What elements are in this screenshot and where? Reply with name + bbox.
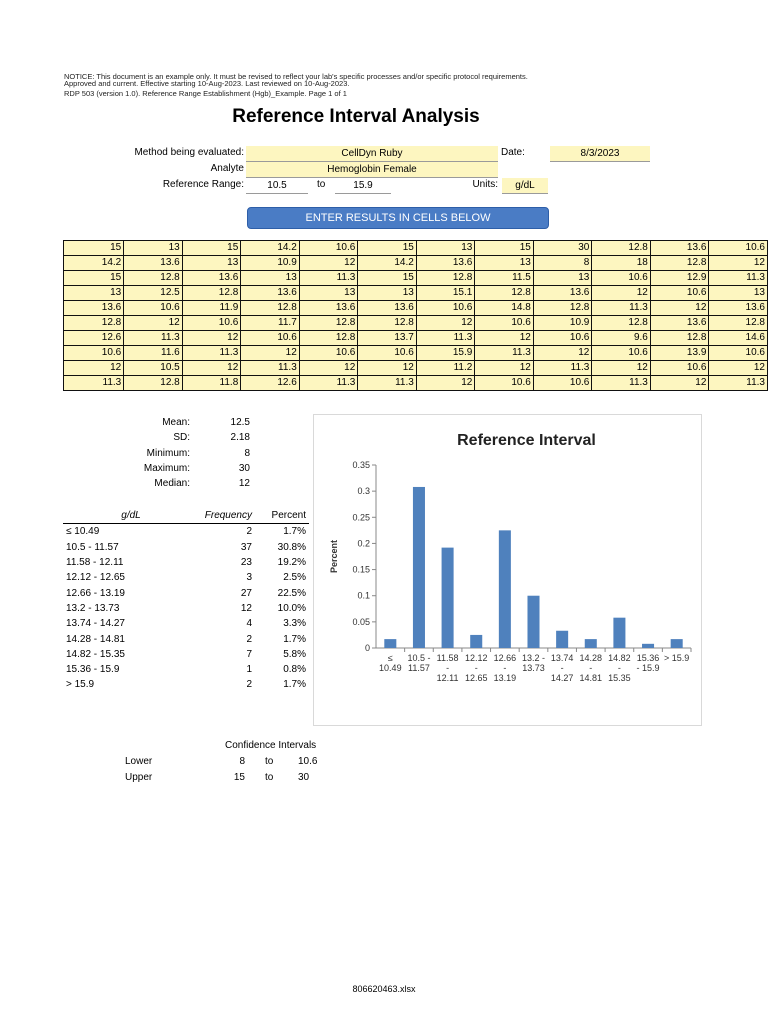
results-grid bbox=[63, 240, 768, 391]
stat-row bbox=[100, 432, 250, 443]
results-row bbox=[64, 331, 768, 346]
result-cell[interactable]: 10.6 bbox=[650, 361, 709, 376]
result-cell[interactable]: 12.8 bbox=[592, 316, 651, 331]
x-tick-label: - bbox=[446, 663, 450, 673]
result-cell[interactable]: 10.6 bbox=[650, 286, 709, 301]
confidence-title: Confidence Intervals bbox=[225, 740, 317, 751]
result-cell[interactable]: 12 bbox=[650, 376, 709, 391]
result-cell[interactable]: 14.2 bbox=[358, 256, 417, 271]
result-cell[interactable]: 13.6 bbox=[650, 316, 709, 331]
results-row bbox=[64, 301, 768, 316]
bar bbox=[527, 596, 539, 648]
result-cell[interactable]: 12 bbox=[650, 301, 709, 316]
result-cell[interactable]: 11.9 bbox=[182, 301, 241, 316]
result-cell[interactable]: 11.3 bbox=[124, 331, 183, 346]
ci-high: 10.6 bbox=[298, 756, 318, 767]
freq-range: 12.66 - 13.19 bbox=[66, 587, 125, 599]
result-cell[interactable]: 15 bbox=[358, 241, 417, 256]
x-tick-label: 10.49 bbox=[379, 663, 402, 673]
freq-row bbox=[63, 524, 309, 540]
y-tick-label: 0.1 bbox=[357, 590, 370, 601]
result-cell[interactable]: 12.8 bbox=[182, 286, 241, 301]
result-cell[interactable]: 13 bbox=[475, 256, 534, 271]
freq-row bbox=[63, 555, 309, 570]
result-cell[interactable]: 13.7 bbox=[358, 331, 417, 346]
result-cell[interactable]: 11.2 bbox=[416, 361, 475, 376]
result-cell[interactable]: 13 bbox=[709, 286, 768, 301]
result-cell[interactable]: 13 bbox=[358, 286, 417, 301]
freq-range: 12.12 - 12.65 bbox=[66, 572, 125, 584]
result-cell[interactable]: 10.6 bbox=[299, 346, 358, 361]
result-cell[interactable]: 11.3 bbox=[182, 346, 241, 361]
x-tick-label: 14.82 bbox=[608, 653, 631, 663]
x-tick-label: - bbox=[589, 663, 593, 673]
freq-range: > 15.9 bbox=[66, 679, 95, 691]
result-cell[interactable]: 15.9 bbox=[416, 346, 475, 361]
result-cell[interactable]: 13.6 bbox=[64, 301, 124, 316]
result-cell[interactable]: 30 bbox=[533, 241, 592, 256]
result-cell[interactable]: 12.8 bbox=[64, 316, 124, 331]
method-field[interactable]: CellDyn Ruby bbox=[246, 146, 498, 162]
result-cell[interactable]: 13.6 bbox=[358, 301, 417, 316]
freq-percent: 10.0% bbox=[277, 602, 306, 614]
range-to-text: to bbox=[317, 179, 326, 190]
result-cell[interactable]: 12 bbox=[709, 256, 768, 271]
results-row bbox=[64, 361, 768, 376]
chart-title: Reference Interval bbox=[457, 432, 596, 449]
x-tick-label: 15.35 bbox=[608, 673, 631, 683]
result-cell[interactable]: 12.8 bbox=[124, 376, 183, 391]
result-cell[interactable]: 11.3 bbox=[358, 376, 417, 391]
result-cell[interactable]: 10.6 bbox=[709, 346, 768, 361]
result-cell[interactable]: 11.6 bbox=[124, 346, 183, 361]
freq-range: 10.5 - 11.57 bbox=[66, 541, 119, 553]
freq-count: 2 bbox=[246, 679, 252, 691]
result-cell[interactable]: 12 bbox=[416, 376, 475, 391]
bar bbox=[613, 618, 625, 648]
result-cell[interactable]: 10.6 bbox=[709, 241, 768, 256]
result-cell[interactable]: 13.6 bbox=[124, 256, 183, 271]
result-cell[interactable]: 15.1 bbox=[416, 286, 475, 301]
x-tick-label: 13.74 bbox=[550, 653, 574, 663]
result-cell[interactable]: 10.9 bbox=[241, 256, 300, 271]
result-cell[interactable]: 12 bbox=[592, 286, 651, 301]
result-cell[interactable]: 10.6 bbox=[533, 376, 592, 391]
range-low-field[interactable]: 10.5 bbox=[246, 178, 308, 194]
freq-row bbox=[63, 540, 309, 555]
bar bbox=[556, 631, 568, 648]
result-cell[interactable]: 12.8 bbox=[416, 271, 475, 286]
freq-percent: 19.2% bbox=[277, 557, 306, 569]
stat-value: 2.18 bbox=[230, 432, 250, 444]
result-cell[interactable]: 12.8 bbox=[299, 331, 358, 346]
ci-to: to bbox=[265, 772, 274, 783]
stat-label: Minimum: bbox=[146, 447, 190, 459]
result-cell[interactable]: 13 bbox=[299, 286, 358, 301]
result-cell[interactable]: 8 bbox=[533, 256, 592, 271]
result-cell[interactable]: 14.8 bbox=[475, 301, 534, 316]
freq-percent: 5.8% bbox=[283, 648, 306, 660]
freq-count: 12 bbox=[240, 602, 252, 614]
bar bbox=[413, 487, 425, 648]
chart-panel bbox=[313, 414, 702, 726]
result-cell[interactable]: 12 bbox=[358, 361, 417, 376]
stat-label: Maximum: bbox=[143, 462, 190, 474]
result-cell[interactable]: 12.8 bbox=[709, 316, 768, 331]
freq-range: ≤ 10.49 bbox=[66, 526, 100, 538]
result-cell[interactable]: 13.6 bbox=[241, 286, 300, 301]
result-cell[interactable]: 13 bbox=[182, 256, 241, 271]
results-row bbox=[64, 241, 768, 256]
freq-row bbox=[63, 585, 309, 600]
stat-value: 30 bbox=[238, 462, 250, 474]
result-cell[interactable]: 12.6 bbox=[64, 331, 124, 346]
result-cell[interactable]: 13 bbox=[241, 271, 300, 286]
result-cell[interactable]: 12 bbox=[416, 316, 475, 331]
result-cell[interactable]: 10.6 bbox=[475, 376, 534, 391]
result-cell[interactable]: 10.6 bbox=[241, 331, 300, 346]
x-tick-label: 13.2 - bbox=[521, 653, 546, 663]
result-cell[interactable]: 15 bbox=[475, 241, 534, 256]
result-cell[interactable]: 11.3 bbox=[592, 376, 651, 391]
result-cell[interactable]: 11.8 bbox=[182, 376, 241, 391]
y-axis-label: Percent bbox=[329, 539, 339, 574]
result-cell[interactable]: 13.6 bbox=[533, 286, 592, 301]
y-tick-label: 0.05 bbox=[352, 616, 370, 627]
freq-percent: 22.5% bbox=[277, 587, 306, 599]
stat-row bbox=[100, 448, 250, 459]
result-cell[interactable]: 10.6 bbox=[64, 346, 124, 361]
ci-low: 15 bbox=[233, 772, 245, 783]
result-cell[interactable]: 10.6 bbox=[592, 271, 651, 286]
result-cell[interactable]: 12 bbox=[182, 361, 241, 376]
result-cell[interactable]: 10.6 bbox=[592, 346, 651, 361]
freq-row bbox=[63, 570, 309, 585]
x-tick-label: - bbox=[617, 663, 621, 673]
reference-range-label: Reference Range: bbox=[162, 179, 244, 190]
results-row bbox=[64, 346, 768, 361]
result-cell[interactable]: 11.3 bbox=[299, 376, 358, 391]
freq-percent: 2.5% bbox=[283, 572, 306, 584]
bar bbox=[442, 548, 454, 648]
results-row bbox=[64, 286, 768, 301]
result-cell[interactable]: 12 bbox=[709, 361, 768, 376]
result-cell[interactable]: 11.3 bbox=[299, 271, 358, 286]
result-cell[interactable]: 11.3 bbox=[416, 331, 475, 346]
freq-range: 15.36 - 15.9 bbox=[66, 664, 120, 676]
y-tick-label: 0.25 bbox=[352, 512, 370, 523]
result-cell[interactable]: 14.2 bbox=[64, 256, 124, 271]
result-cell[interactable]: 12.5 bbox=[124, 286, 183, 301]
result-cell[interactable]: 12 bbox=[533, 346, 592, 361]
freq-count: 1 bbox=[246, 664, 252, 676]
result-cell[interactable]: 13.6 bbox=[182, 271, 241, 286]
result-cell[interactable]: 11.3 bbox=[64, 376, 124, 391]
result-cell[interactable]: 15 bbox=[64, 271, 124, 286]
notice-line-1: NOTICE: This document is an example only. It must be revised to reflect your lab's specific processes and/or specific protocol requirements. bbox=[64, 72, 528, 81]
freq-header-percent: Percent bbox=[255, 508, 309, 524]
freq-count: 2 bbox=[246, 526, 252, 538]
ci-label: Lower bbox=[125, 756, 153, 767]
freq-header-frequency: Frequency bbox=[199, 508, 255, 524]
enter-results-button[interactable]: ENTER RESULTS IN CELLS BELOW bbox=[247, 207, 549, 229]
freq-header-range: g/dL bbox=[63, 508, 199, 524]
result-cell[interactable]: 10.6 bbox=[533, 331, 592, 346]
result-cell[interactable]: 13 bbox=[124, 241, 183, 256]
stat-value: 8 bbox=[244, 447, 250, 459]
result-cell[interactable]: 9.6 bbox=[592, 331, 651, 346]
stat-value: 12 bbox=[238, 478, 250, 490]
freq-range: 13.2 - 13.73 bbox=[66, 602, 120, 614]
y-tick-label: 0 bbox=[364, 643, 370, 653]
freq-range: 14.28 - 14.81 bbox=[66, 633, 125, 645]
freq-range: 13.74 - 14.27 bbox=[66, 618, 125, 630]
result-cell[interactable]: 12 bbox=[64, 361, 124, 376]
result-cell[interactable]: 18 bbox=[592, 256, 651, 271]
result-cell[interactable]: 10.6 bbox=[358, 346, 417, 361]
result-cell[interactable]: 12.8 bbox=[124, 271, 183, 286]
bar bbox=[384, 639, 396, 648]
x-tick-label: - 15.9 bbox=[636, 663, 660, 673]
x-tick-label: 14.27 bbox=[550, 673, 574, 683]
x-tick-label: 15.36 bbox=[636, 653, 660, 663]
x-tick-label: 14.81 bbox=[579, 673, 603, 683]
freq-count: 4 bbox=[246, 618, 252, 630]
result-cell[interactable]: 12.8 bbox=[650, 331, 709, 346]
units-label: Units: bbox=[472, 179, 498, 190]
result-cell[interactable]: 13.6 bbox=[709, 301, 768, 316]
freq-percent: 1.7% bbox=[283, 526, 306, 538]
result-cell[interactable]: 13.6 bbox=[416, 256, 475, 271]
stat-row bbox=[100, 463, 250, 474]
x-tick-label: - bbox=[474, 663, 478, 673]
analyte-label: Analyte bbox=[210, 163, 244, 174]
method-label: Method being evaluated: bbox=[134, 147, 244, 158]
result-cell[interactable]: 12 bbox=[241, 346, 300, 361]
y-tick-label: 0.2 bbox=[357, 538, 370, 549]
result-cell[interactable]: 10.6 bbox=[299, 241, 358, 256]
result-cell[interactable]: 12 bbox=[182, 331, 241, 346]
stat-row bbox=[100, 417, 250, 428]
x-tick-label: - bbox=[560, 663, 564, 673]
result-cell[interactable]: 12 bbox=[592, 361, 651, 376]
results-row bbox=[64, 316, 768, 331]
result-cell[interactable]: 10.6 bbox=[416, 301, 475, 316]
result-cell[interactable]: 12.8 bbox=[299, 316, 358, 331]
result-cell[interactable]: 12.8 bbox=[592, 241, 651, 256]
bar bbox=[470, 635, 482, 648]
x-tick-label: 12.12 bbox=[464, 653, 488, 663]
x-tick-label: 13.19 bbox=[493, 673, 517, 683]
freq-percent: 0.8% bbox=[283, 664, 306, 676]
result-cell[interactable]: 15 bbox=[64, 241, 124, 256]
stat-row bbox=[100, 478, 250, 489]
result-cell[interactable]: 15 bbox=[358, 271, 417, 286]
bar bbox=[585, 639, 597, 648]
x-tick-label: 13.73 bbox=[522, 663, 545, 673]
result-cell[interactable]: 12 bbox=[299, 361, 358, 376]
ci-label: Upper bbox=[125, 772, 153, 783]
result-cell[interactable]: 13 bbox=[533, 271, 592, 286]
result-cell[interactable]: 12.8 bbox=[358, 316, 417, 331]
x-tick-label: 12.66 bbox=[493, 653, 517, 663]
frequency-table bbox=[63, 508, 309, 693]
x-tick-label: - bbox=[503, 663, 507, 673]
freq-row bbox=[63, 631, 309, 646]
date-label: Date: bbox=[501, 147, 525, 158]
freq-range: 14.82 - 15.35 bbox=[66, 648, 125, 660]
ci-high: 30 bbox=[298, 772, 310, 783]
freq-percent: 1.7% bbox=[283, 633, 306, 645]
freq-percent: 3.3% bbox=[283, 618, 306, 630]
footer-filename: 806620463.xlsx bbox=[352, 984, 416, 994]
result-cell[interactable]: 12.8 bbox=[533, 301, 592, 316]
result-cell[interactable]: 11.7 bbox=[241, 316, 300, 331]
result-cell[interactable]: 11.3 bbox=[475, 346, 534, 361]
x-tick-label: 14.28 bbox=[579, 653, 603, 663]
stat-label: Mean: bbox=[162, 417, 190, 428]
x-tick-label: 11.58 bbox=[436, 653, 459, 663]
result-cell[interactable]: 12.8 bbox=[475, 286, 534, 301]
results-row bbox=[64, 376, 768, 391]
freq-row bbox=[63, 601, 309, 616]
stat-label: SD: bbox=[173, 432, 190, 444]
x-tick-label: 11.57 bbox=[408, 663, 430, 673]
stat-label: Median: bbox=[154, 478, 190, 490]
ci-to: to bbox=[265, 756, 274, 767]
x-tick-label: 12.65 bbox=[464, 673, 488, 683]
x-tick-label: 10.5 - bbox=[407, 653, 431, 663]
result-cell[interactable]: 11.5 bbox=[475, 271, 534, 286]
result-cell[interactable]: 12.8 bbox=[650, 256, 709, 271]
result-cell[interactable]: 12 bbox=[124, 316, 183, 331]
stat-value: 12.5 bbox=[230, 417, 250, 428]
result-cell[interactable]: 11.3 bbox=[592, 301, 651, 316]
notice-line-2: Approved and current. Effective starting 10-Aug-2023. Last reviewed on 10-Aug-2023. bbox=[64, 79, 350, 88]
result-cell[interactable]: 11.3 bbox=[709, 376, 768, 391]
ci-low: 8 bbox=[239, 756, 245, 767]
result-cell[interactable]: 12 bbox=[475, 331, 534, 346]
x-tick-label: 12.11 bbox=[436, 673, 459, 683]
freq-count: 27 bbox=[240, 587, 252, 599]
freq-row bbox=[63, 647, 309, 662]
result-cell[interactable]: 13 bbox=[416, 241, 475, 256]
result-cell[interactable]: 12 bbox=[299, 256, 358, 271]
y-tick-label: 0.35 bbox=[352, 460, 370, 470]
freq-percent: 30.8% bbox=[277, 541, 306, 553]
y-tick-label: 0.15 bbox=[352, 564, 370, 575]
reference-interval-chart bbox=[314, 415, 701, 725]
date-field[interactable]: 8/3/2023 bbox=[550, 146, 650, 162]
y-tick-label: 0.3 bbox=[357, 486, 370, 497]
bar bbox=[671, 639, 683, 648]
result-cell[interactable]: 11.3 bbox=[241, 361, 300, 376]
result-cell[interactable]: 12.6 bbox=[241, 376, 300, 391]
results-row bbox=[64, 256, 768, 271]
freq-row bbox=[63, 616, 309, 631]
units-field[interactable]: g/dL bbox=[502, 178, 548, 194]
result-cell[interactable]: 13.6 bbox=[299, 301, 358, 316]
freq-count: 7 bbox=[246, 648, 252, 660]
freq-row bbox=[63, 677, 309, 692]
result-cell[interactable]: 12.8 bbox=[241, 301, 300, 316]
result-cell[interactable]: 12 bbox=[475, 361, 534, 376]
result-cell[interactable]: 10.9 bbox=[533, 316, 592, 331]
analyte-field[interactable]: Hemoglobin Female bbox=[246, 162, 498, 178]
freq-count: 23 bbox=[240, 557, 252, 569]
result-cell[interactable]: 14.6 bbox=[709, 331, 768, 346]
result-cell[interactable]: 14.2 bbox=[241, 241, 300, 256]
result-cell[interactable]: 13.6 bbox=[650, 241, 709, 256]
result-cell[interactable]: 15 bbox=[182, 241, 241, 256]
freq-count: 37 bbox=[240, 541, 252, 553]
freq-count: 3 bbox=[246, 572, 252, 584]
freq-range: 11.58 - 12.11 bbox=[66, 557, 124, 569]
notice-line-3: RDP 503 (version 1.0). Reference Range Establishment (Hgb)_Example. Page 1 of 1 bbox=[64, 89, 347, 98]
bar bbox=[642, 644, 654, 648]
page-title: Reference Interval Analysis bbox=[232, 106, 480, 127]
x-tick-label: ≤ bbox=[387, 653, 393, 663]
result-cell[interactable]: 10.6 bbox=[475, 316, 534, 331]
freq-percent: 1.7% bbox=[283, 679, 306, 691]
freq-row bbox=[63, 662, 309, 677]
result-cell[interactable]: 10.5 bbox=[124, 361, 183, 376]
x-tick-label: > 15.9 bbox=[664, 653, 690, 663]
result-cell[interactable]: 10.6 bbox=[124, 301, 183, 316]
result-cell[interactable]: 11.3 bbox=[533, 361, 592, 376]
result-cell[interactable]: 10.6 bbox=[182, 316, 241, 331]
result-cell[interactable]: 11.3 bbox=[709, 271, 768, 286]
result-cell[interactable]: 13 bbox=[64, 286, 124, 301]
range-high-field[interactable]: 15.9 bbox=[335, 178, 391, 194]
freq-count: 2 bbox=[246, 633, 252, 645]
result-cell[interactable]: 13.9 bbox=[650, 346, 709, 361]
bar bbox=[499, 530, 511, 648]
results-row bbox=[64, 271, 768, 286]
result-cell[interactable]: 12.9 bbox=[650, 271, 709, 286]
